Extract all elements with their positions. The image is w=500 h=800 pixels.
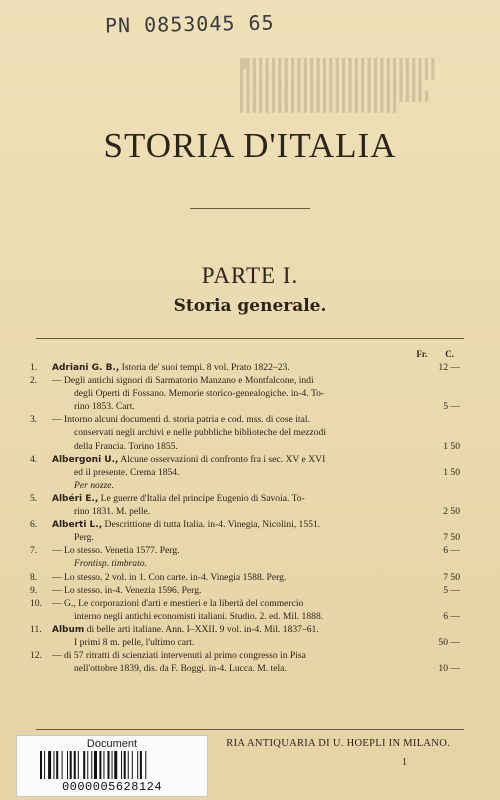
entry-description: della Francia. Torino 1855. [74, 440, 178, 452]
catalog-line [30, 505, 460, 518]
entry-author: Adriani G. B., [52, 363, 120, 373]
entry-description: Perg. [74, 532, 94, 544]
barcode-bar [91, 751, 92, 779]
entry-text [74, 466, 180, 479]
entry-number: 1. [30, 362, 38, 373]
barcode-bar [124, 751, 126, 779]
catalog-line [30, 466, 460, 479]
barcode-bar [108, 751, 110, 779]
bleed-through-text: █▌▌▌▌▌▌▌▌▌▌▌▌▌▌▌▌▌▌▌▌▌▌▌▌▌▌▌▌▌▌ ▌▌▌▌▌▌▌▌▌▌▌▌▌▌▌▌▌▌▌▌▌▌▌▌▌▌▌▌▌▌▌ ▌▌▌▌▌▌▌▌▌▌▌▌▌▌▌▌▌▌▌▌▌▌▌▌▌▌▌▌▌ ▌▌▌▌▌▌▌▌▌▌▌▌▌▌▌▌▌▌▌▌▌▌▌▌▌▌▌▌▌▌ ▌▌▌▌▌▌▌▌▌▌▌▌▌▌▌▌▌▌▌▌▌▌▌▌▌ [240, 58, 438, 112]
catalog-line [30, 571, 460, 584]
entry-price: 7 50 [443, 571, 460, 583]
entry-description: — Lo stesso. Venetia 1577. Perg. [52, 545, 180, 557]
entry-price: 5 — [443, 401, 460, 413]
entry-description: rino 1831. M. pelle. [74, 506, 151, 518]
entry-text [74, 557, 147, 570]
catalog-line [30, 440, 460, 453]
entry-price: 2 50 [443, 506, 460, 518]
catalog-entries [30, 361, 460, 675]
entry-price: 6 — [443, 545, 460, 557]
entry-description: di belle arti italiane. Ann. I–XXII. 9 vol. in-4. Mil. 1837–61. [84, 623, 319, 635]
entry-author: Albéri E., [52, 493, 99, 504]
entry-text [74, 440, 178, 453]
entry-author: Album [52, 624, 85, 635]
barcode-bar [54, 751, 55, 779]
entry-description: Frontisp. timbrato. [74, 558, 147, 570]
entry-text [74, 531, 94, 544]
entry-text [52, 374, 314, 387]
entry-description: Descrittione di tutta Italia. in-4. Vinegia, Nicolini, 1551. [102, 519, 321, 531]
catalog-line [30, 453, 460, 466]
entry-text [74, 426, 326, 439]
barcode-bar [44, 751, 45, 779]
barcode-bar [132, 751, 133, 779]
entry-price: 7 50 [443, 532, 460, 544]
barcode-bar [87, 751, 88, 779]
entry-description: Per nozze. [74, 479, 114, 491]
bottom-rule [36, 729, 464, 730]
catalog-line [30, 610, 460, 623]
catalog-line [30, 649, 460, 662]
barcode-bar [99, 751, 101, 779]
label-title: Document [86, 738, 138, 750]
handwritten-id: PN 0853045 65 [104, 10, 275, 38]
entry-description: nell'ottobre 1839, dis. da F. Boggi. in-4. Lucca. M. tela. [74, 663, 287, 675]
barcode-bar [78, 751, 79, 779]
entry-price: 1 50 [443, 440, 460, 452]
entry-description: degli Operti di Fossano. Memorie storico-genealogiche. in-4. To- [74, 388, 325, 400]
entry-description: Istoria de' suoi tempi. 8 vol. Prato 1822–23. [119, 362, 290, 373]
entry-text [74, 610, 323, 623]
entry-description: — Intorno alcuni documenti d. storia patria e cod. mss. di cose ital. [52, 414, 310, 426]
entry-description: — di 57 ritratti di scienziati intervenuti al primo congresso in Pisa [52, 650, 306, 662]
entry-text [74, 387, 324, 400]
entry-description: ed il presente. Crema 1854. [74, 466, 180, 478]
main-title: STORIA D'ITALIA [103, 126, 397, 165]
catalog-line [30, 597, 460, 610]
catalog-line [30, 557, 460, 570]
entry-text [52, 413, 310, 426]
catalog-line [30, 531, 460, 544]
barcode-bar [56, 751, 58, 779]
catalog-line [30, 544, 460, 557]
catalog-line [30, 479, 460, 492]
entry-text [52, 361, 290, 375]
entry-price: 12 — [438, 362, 460, 373]
entry-description: interno negli antichi economisti italiani. Studio. 2. ed. Mil. 1888. [74, 610, 324, 622]
entry-author: Albergoni U., [52, 454, 119, 465]
entry-number: 7. [30, 545, 38, 557]
entry-text [52, 492, 305, 506]
entry-description: Le guerre d'Italia del principe Eugenio di Savoia. To- [98, 492, 305, 504]
catalog-line [30, 636, 460, 649]
entry-description: — G., Le corporazioni d'arti e mestieri e la libertà del commercio [52, 597, 304, 609]
entry-number: 6. [30, 519, 38, 531]
entry-description: Alcune osservazioni di confronto fra i sec. XV e XVI [118, 453, 326, 465]
entry-number: 10. [30, 597, 42, 609]
entry-number: 5. [30, 492, 38, 504]
catalog-line [30, 374, 460, 387]
barcode [40, 751, 184, 779]
entry-text [52, 597, 303, 610]
entry-text [52, 584, 201, 597]
barcode-bar [128, 751, 129, 779]
price-column-headers [416, 349, 454, 359]
entry-price: 1 50 [443, 466, 460, 478]
entry-description: conservati negli archivi e nelle pubbliche biblioteche del mezzodi [74, 427, 327, 439]
catalog-line [30, 400, 460, 413]
catalog-line [30, 518, 460, 531]
entry-text [52, 518, 320, 532]
barcode-bar [48, 751, 51, 779]
entry-text [52, 623, 319, 637]
catalog-line [30, 623, 460, 636]
title-divider [190, 208, 310, 209]
library-barcode-label [16, 735, 208, 797]
entry-text [74, 400, 135, 413]
entry-text [74, 636, 194, 649]
catalog-line [30, 492, 460, 505]
entry-price: 5 — [443, 584, 460, 596]
barcode-bar [112, 751, 113, 779]
entry-description: — Lo stesso. 2 vol. in 1. Con carte. in-4. Vinegia 1588. Perg. [52, 571, 287, 583]
entry-number: 4. [30, 453, 38, 465]
barcode-bar [74, 751, 76, 779]
catalog-line [30, 426, 460, 439]
barcode-number: 0000005628124 [61, 780, 163, 794]
barcode-bar [67, 751, 68, 779]
entry-price: 10 — [438, 663, 460, 675]
barcode-bar [94, 751, 97, 779]
entry-price: 50 — [438, 636, 460, 648]
catalog-line [30, 413, 460, 426]
catalog-line [30, 584, 460, 597]
barcode-bar [114, 751, 117, 779]
publisher-footer: RIA ANTIQUARIA DI U. HOEPLI IN MILANO. [226, 738, 450, 749]
entry-author: Alberti L., [52, 520, 103, 531]
entry-number: 3. [30, 414, 38, 426]
entry-text [74, 662, 287, 675]
section-subtitle: Storia generale. [173, 296, 327, 316]
catalog-line [30, 361, 460, 374]
entry-description: — Degli antichi signori di Sarmatorio Manzano e Montfalcone, indi [52, 375, 314, 387]
barcode-bar [83, 751, 85, 779]
barcode-bar [137, 751, 138, 779]
section-rule [36, 338, 464, 339]
barcode-bar [103, 751, 104, 779]
francs-header: Fr. [416, 349, 428, 359]
entry-text [52, 544, 180, 557]
entry-number: 12. [30, 650, 42, 662]
part-title: PARTE I. [201, 263, 299, 288]
entry-text [74, 479, 114, 492]
catalog-line [30, 662, 460, 675]
barcode-bar [121, 751, 122, 779]
entry-description: — Lo stesso. in-4. Venezia 1596. Perg. [52, 584, 202, 596]
entry-description: I primi 8 m. pelle, l'ultimo cart. [74, 636, 195, 648]
page-number: 1 [402, 757, 407, 768]
entry-text [52, 453, 325, 467]
entry-price: 6 — [443, 610, 460, 622]
entry-text [52, 571, 286, 584]
entry-number: 2. [30, 375, 38, 387]
catalog-line [30, 387, 460, 400]
entry-number: 8. [30, 571, 38, 583]
barcode-bar [145, 751, 146, 779]
entry-number: 11. [30, 623, 42, 635]
barcode-bar [140, 751, 142, 779]
entry-number: 9. [30, 584, 38, 596]
entry-text [52, 649, 306, 662]
barcode-bar [40, 751, 42, 779]
entry-text [74, 505, 150, 518]
centesimi-header: C. [445, 349, 454, 359]
barcode-bar [62, 751, 63, 779]
barcode-bar [70, 751, 72, 779]
entry-description: rino 1853. Cart. [74, 401, 135, 413]
